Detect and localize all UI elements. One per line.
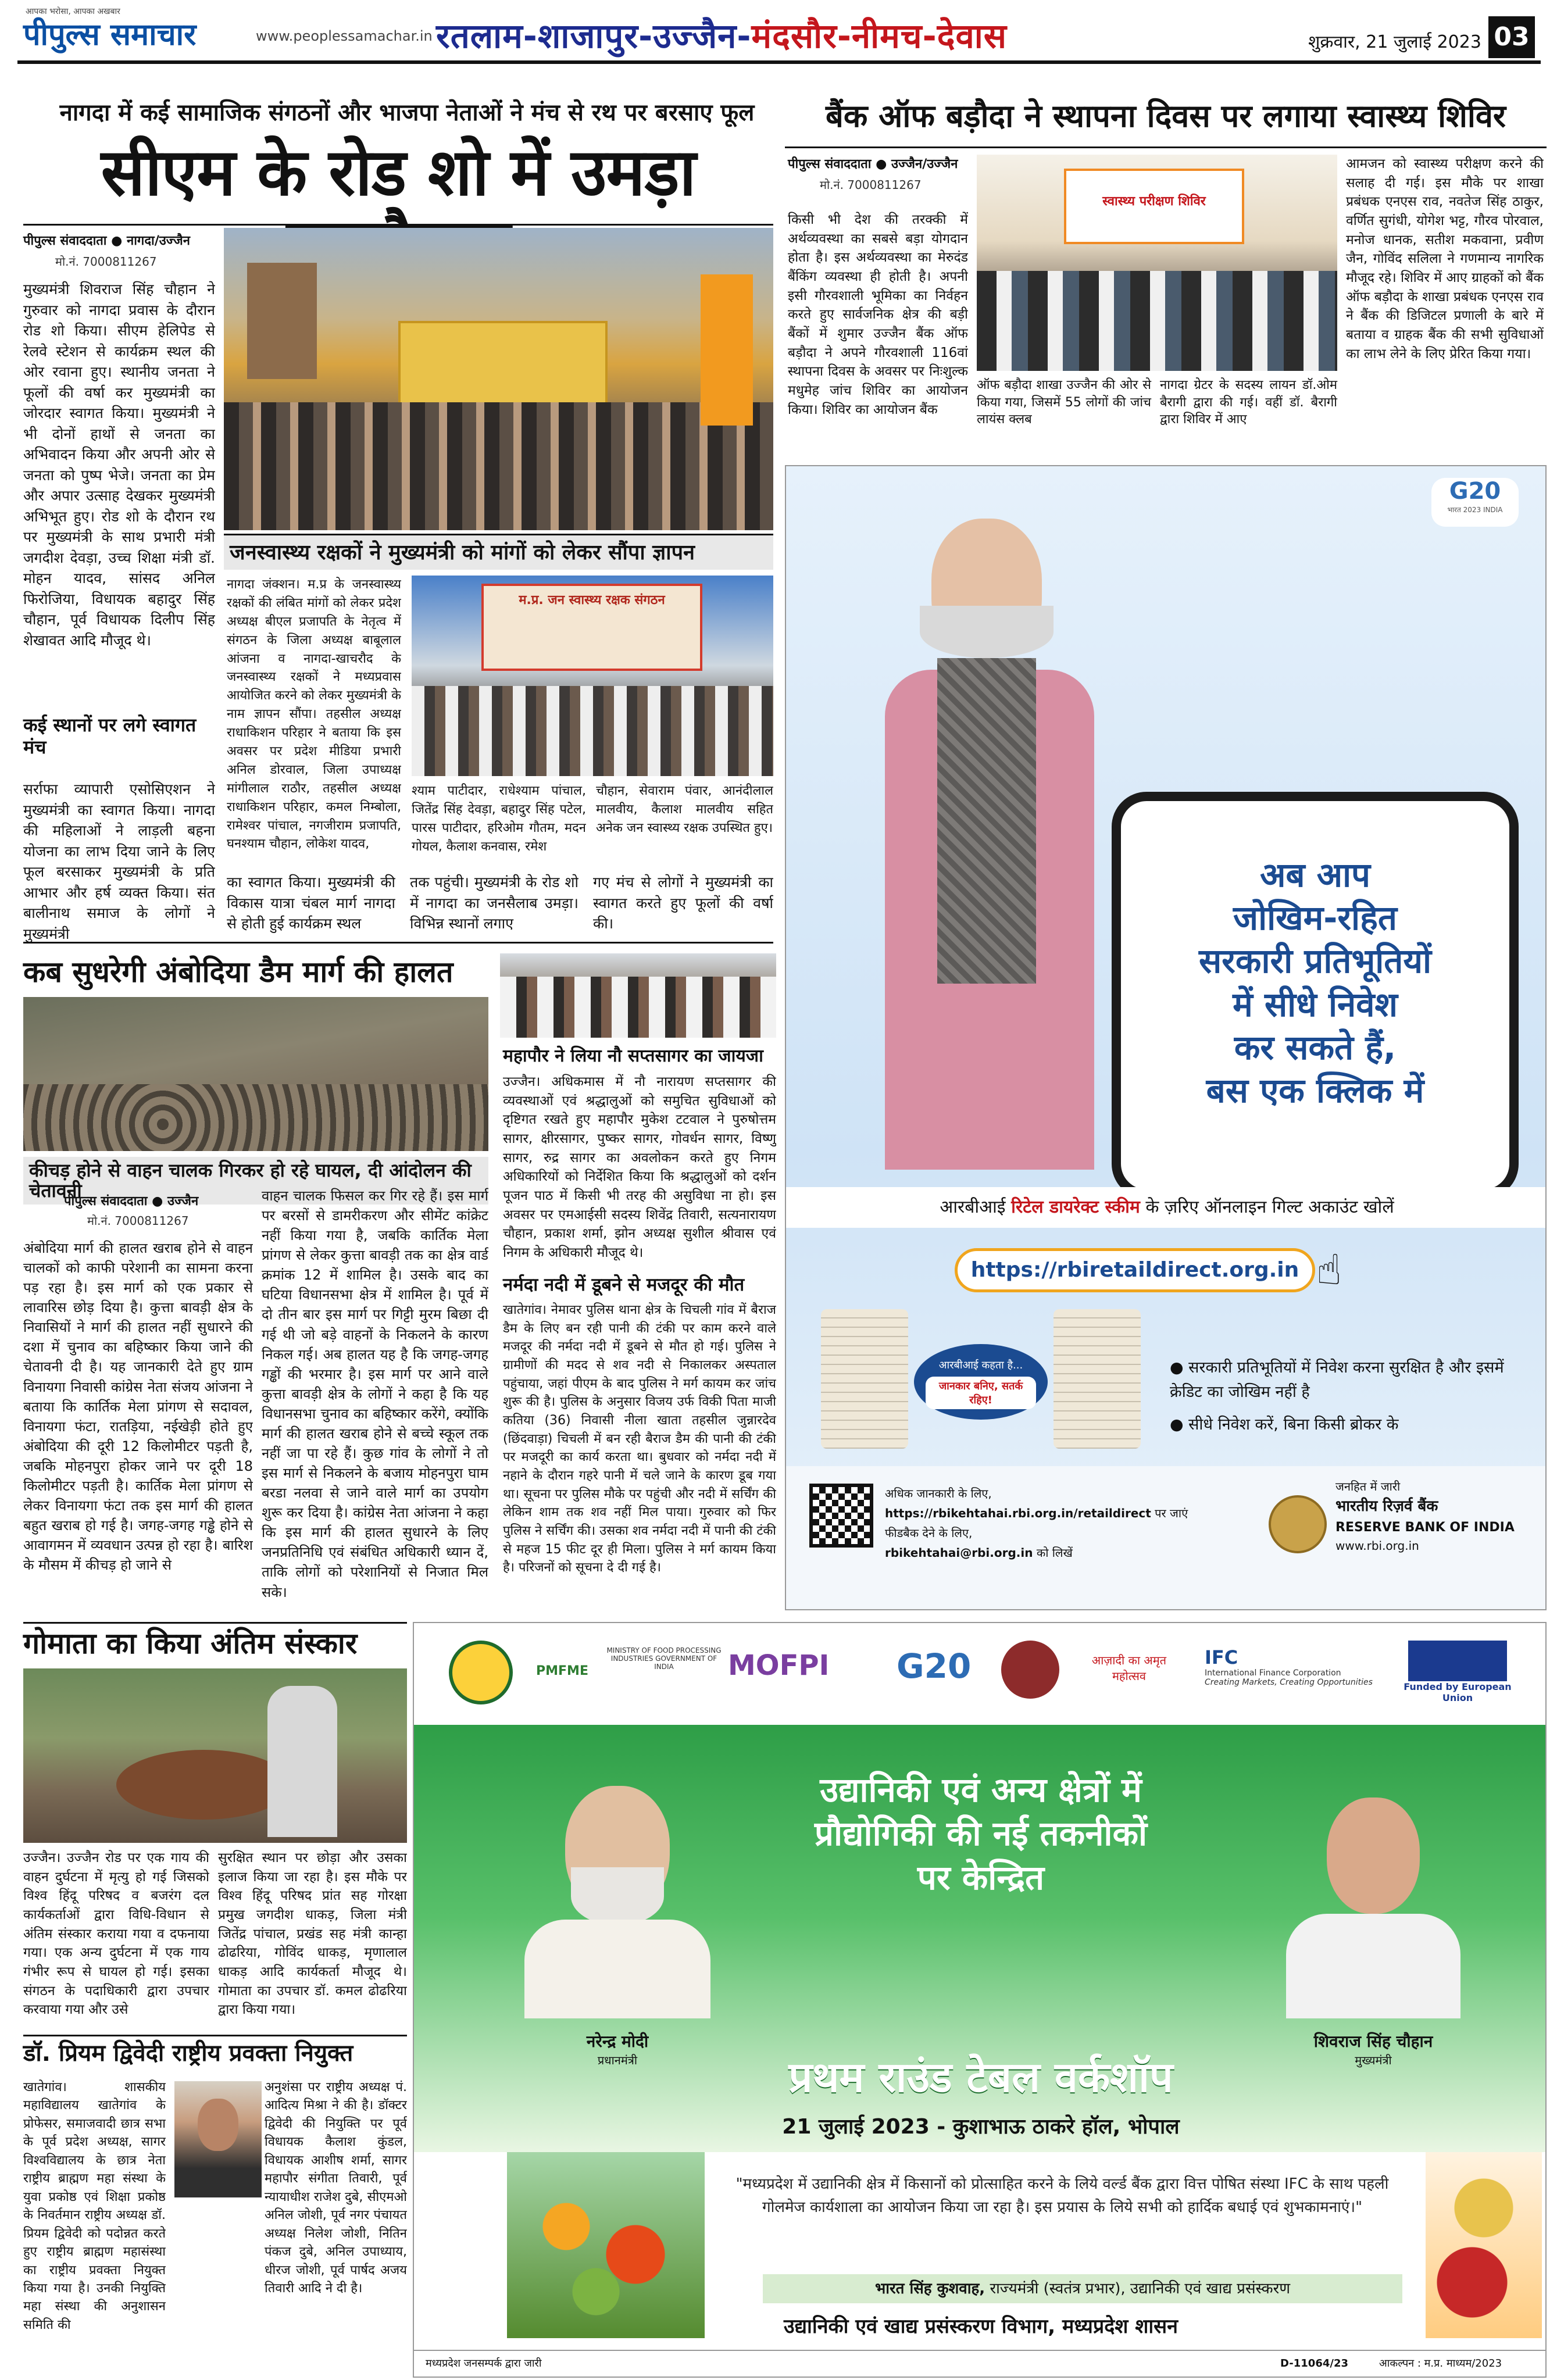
benefit-text: सीधे निवेश करें, बिना किसी ब्रोकर के (1188, 1415, 1399, 1434)
mp-horticulture-ad (413, 1622, 1547, 2378)
logo-text: पीपुल्स समाचार (23, 17, 197, 52)
rbi-retail-direct-ad (785, 465, 1547, 1610)
pm-name: नरेन्द्र मोदी (586, 2032, 649, 2051)
mofpi-logo: MOFPI (728, 1649, 830, 1682)
mayor-body: उज्जैन। अधिकमास में नौ नारायण सप्तसागर की व्यवस्थाओं एवं श्रद्धालुओं को समुचित सुविधाओं को दृष्टिगत रखते हुए महापौर मुकेश टटवाल ने पुरुषोत्तम सागर, क्षीरसागर, पुष्कर सागर, गोवर्धन सागर, विष्णु सागर, रुद्र सागर का अवलोकन करते हुए निगम अधिकारियों को निर्देशित किया कि श्रद्धालुओं को दर्शन पूजन पाठ में किसी भी तरह की असुविधा ना हो। इस अवसर पर एमआईसी सदस्य शिवेंद्र तिवारी, सत्यनारायण चौहान, प्रकाश शर्मा, झोन अध्यक्ष सुशील श्रीवास एवं निगम के अधिकारी मौजूद थे। (503, 1074, 776, 1260)
pm-beard (571, 1867, 664, 1925)
ifc-logo (1205, 1646, 1402, 1687)
g20-logo: G20 (897, 1646, 972, 1686)
click-hand-icon: ☝ (1316, 1245, 1342, 1294)
priyam-portrait (174, 2081, 262, 2197)
narmada-body: खातेगांव। नेमावर पुलिस थाना क्षेत्र के चिचली गांव में बैराज डैम के लिए बन रही पानी की टंकी पर काम करने वाले मजदूर की नर्मदा नदी में डूबने से मौत हो गई। पुलिस ने ग्रामीणों की मदद से शव नदी से निकालकर अस्पताल पहुंचाया, जहां पीएम के बाद पुलिस ने मर्ग कायम कर जांच शुरू की है। पुलिस के अनुसार विजय उर्फ विकी पिता माजी कतिया (36) निवासी नीला खाता तहसील जुन्नारदेव (छिंदवाड़ा) चिचली में बन रही बैराज डैम की पानी की टंकी पर मजदूरी का कार्य करता था। बुधवार को नर्मदा नदी में नहाने के दौरान गहरे पानी में चले जाने के कारण डूब गया था। सूचना पर पुलिस मौके पर पहुंची और नदी में सर्चिंग की लेकिन शाम तक शव नहीं मिल पाया। गुरुवार को फिर पुलिस ने सर्चिंग की। उसका शव नर्मदा नदी में पानी की टंकी से महज 15 फीट दूर ही मिला। पुलिस ने मर्ग कायम किया है। परिजनों को सूचना दे दी गई है। (503, 1303, 776, 1575)
memo-body-3: चौहान, सेवाराम पंवार, आनंदीलाल मालवीय, कैलाश मालवीय सहित अनेक जन स्वास्थ्य रक्षक उपस्थित हुए। (596, 784, 773, 835)
cow-headline: गोमाता का किया अंतिम संस्कार (23, 1627, 358, 1660)
cities-red: मंदसौर-नीमच-देवास (751, 16, 1007, 56)
cm-portrait (1269, 1786, 1478, 2018)
g20-logo (1431, 478, 1519, 527)
benefit-item: ● सीधे निवेश करें, बिना किसी ब्रोकर के (1170, 1415, 1399, 1434)
memo-body-2: श्याम पाटीदार, राधेश्याम पांचाल, जितेंद्र सिंह देवड़ा, बहादुर सिंह पटेल, पारस पाटीदार, हरिओम गौतम, मदन गोयल, कैलाश कनवास, रमेश (412, 784, 586, 854)
azadi-logo: आज़ादी का अमृत महोत्सव (1091, 1653, 1167, 1683)
memo-headline: जनस्वास्थ्य रक्षकों ने मुख्यमंत्री को मांगों को लेकर सौंपा ज्ञापन (230, 541, 695, 564)
ad-line: जोखिम-रहित (1233, 898, 1397, 938)
bob-body-2: आमजन को स्वास्थ्य परीक्षण करने की सलाह दी गई। इस मौके पर शाखा प्रबंधक एनएस राव, नवतेज सिंह ठाकुर, वर्णित सुगंधी, योगेश भट्ट, गौरव पोरवाल, मनोज धानक, सतीश मकवाना, प्रवीण जैन, गोविंद सलिला ने गणमान्य नागरिक मौजूद रहे। शिविर में आए ग्राहकों को बैंक ऑफ बड़ौदा के शाखा प्रबंधक एनएस राव ने बैंक की डिजिटल प्रणाली के बारे में बताया व ग्राहक बैंक की सभी सुविधाओं का लाभ लेने के लिए प्रेरित किया गया। (1346, 156, 1544, 362)
minister-title: राज्यमंत्री (स्वतंत्र प्रभार), उद्यानिकी एवं खाद्य प्रसंस्करण (990, 2280, 1291, 2297)
lead-body-4: तक पहुंची। मुख्यमंत्री के रोड शो में नागदा का जनसैलाब उमड़ा। विभिन्न स्थानों लगाए (410, 874, 578, 932)
ad-headline-line: पर केन्द्रित (917, 1857, 1045, 1897)
mascot-right-icon (1054, 1309, 1141, 1449)
lead-body-3: का स्वागत किया। मुख्यमंत्री की विकास यात्रा चंबल मार्ग नागदा से होती हुई कार्यक्रम स्थल (227, 874, 395, 932)
mp-govt-emblem-icon (449, 1641, 513, 1704)
bob-headline: बैंक ऑफ बड़ौदा ने स्थापना दिवस पर लगाया स्वास्थ्य शिविर (826, 98, 1506, 134)
ad-line: अब आप (1260, 855, 1370, 895)
bubble-line-2: जानकार बनिए, सतर्क रहिए! (926, 1377, 1036, 1409)
minister-strip (763, 2274, 1402, 2303)
dam-body-2: वाहन चालक फिसल कर गिर रहे हैं। इस मार्ग पर बरसों से डामरीकरण और सीमेंट कांक्रेट नहीं किया गया है, जबकि कार्तिक मेला प्रांगण से लेकर कुत्ता बावड़ी तक का क्षेत्र वार्ड क्रमांक 12 में शामिल है। उसके बाद का घटिया विधानसभा क्षेत्र में शामिल है। पूर्व में दो तीन बार इस मार्ग पर गिट्टी मुरम बिछा दी गई थी जो बड़े वाहनों के निकलने के कारण निकल गई। अब हालत यह है कि जगह-जगह गड्ढों की भरमार है। इस मार्ग पर आने वाले कुत्ता बावड़ी क्षेत्र के लोगों ने कहा है कि यह विधानसभा चुनाव का बहिष्कार करेंगे, क्योंकि मार्ग की हालत खराब होने से बच्चे स्कूल तक नहीं जा पा रहे हैं। कुछ गांव के लोगों ने तो इस मार्ग से निकलने के बजाय मोहनपुरा घाम बरडा नलवा से जाने वाले मार्ग का उपयोग शुरू कर दिया है। कांग्रेस नेता आंजना ने कहा कि इस मार्ग की हालत सुधारने के लिए जनप्रतिनिधि एवं संबंधित अधिकारी ध्यान दें, ताकि लोगों को परेशानियों से निजात मिल सके। (262, 1188, 488, 1600)
lead-body: मुख्यमंत्री शिवराज सिंह चौहान ने गुरुवार को नागदा प्रवास के दौरान रोड शो किया। सीएम हेलिपेड से रेलवे स्टेशन से कार्यक्रम स्थल की ओर रवाना हुए। स्थानीय जनता ने फूलों की वर्षा कर मुख्यमंत्री का जोरदार स्वागत किया। मुख्यमंत्री ने भी दोनों हाथों से जनता का अभिवादन किया और अपनी ओर से जनता को पुष्प भेजे। जनता का प्रेम और अपार उत्साह देखकर मुख्यमंत्री अभिभूत हुए। रोड शो के दौरान रथ पर मुख्यमंत्री के साथ प्रभारी मंत्री जगदीश देवड़ा, उच्च शिक्षा मंत्री डॉ. मोहन यादव, सांसद अनिल फिरोजिया, विधायक बहादुर सिंह चौहान, पूर्व विधायक दिलीप सिंह शेखावत आदि मौजूद थे। (23, 281, 215, 649)
lead-kicker: नागदा में कई सामाजिक संगठनों और भाजपा नेताओं ने मंच से रथ पर बरसाए फूल (59, 99, 755, 126)
divider (23, 224, 773, 226)
eu-text: Funded by European Union (1404, 1681, 1512, 1703)
bob-body-1: किसी भी देश की तरक्की में अर्थव्यवस्था का सबसे बड़ा योगदान होता है। इस अर्थव्यवस्था का मेरुदंड बैंकिंग व्यवस्था ही होती है। अपनी इसी गौरवशाली भूमिका का निर्वहन करते हुए सार्वजनिक क्षेत्र की बड़ी बैंकों में शुमार उज्जैन बैंक ऑफ बड़ौदा ने अपने गौरवशाली 116वां स्थापना दिवस के अवसर पर निःशुल्क मधुमेह जांच शिविर का आयोजन किया। शिविर का आयोजन बैंक (788, 212, 968, 417)
pm-caption (501, 2030, 734, 2068)
info-link[interactable]: https://rbikehtahai.rbi.org.in/retaildirect (885, 1506, 1151, 1520)
bob-banner: स्वास्थ्य परीक्षण शिविर (1064, 169, 1244, 244)
priyam-headline: डॉ. प्रियम द्विवेदी राष्ट्रीय प्रवक्ता नियुक्त (23, 2040, 353, 2067)
portrait-face (198, 2099, 238, 2151)
divider (23, 2035, 407, 2036)
ifc-tagline: Creating Markets, Creating Opportunities (1205, 1678, 1373, 1687)
narmada-headline: नर्मदा नदी में डूबने से मजदूर की मौत (503, 1274, 745, 1295)
pm-title: प्रधानमंत्री (597, 2053, 638, 2067)
minister-name: भारत सिंह कुशवाह, (874, 2280, 985, 2297)
pmfme-logo: PMFME (536, 1664, 588, 1678)
pm-portrait (501, 1774, 734, 2018)
issuer-url[interactable]: www.rbi.org.in (1335, 1539, 1419, 1553)
lead-mobile: मो.नं. 7000811267 (55, 255, 157, 269)
divider (785, 146, 1547, 148)
lead-headline: सीएम के रोड शो में उमड़ा (101, 135, 696, 210)
eu-flag-icon (1408, 1641, 1507, 1681)
cm-face (1327, 1797, 1420, 1914)
ad-line: सरकारी प्रतिभूतियों (1198, 941, 1432, 981)
bubble-line-1: आरबीआई कहता है... (938, 1359, 1023, 1371)
ad-headline-line: प्रौद्योगिकी की नई तकनीकों (814, 1814, 1148, 1854)
cities-blue: रतलाम-शाजापुर-उज्जैन- (436, 16, 752, 56)
rath-vehicle (398, 321, 608, 414)
person-figure (267, 1686, 337, 1837)
sponsor-logos (414, 1623, 1547, 1725)
memo-banner: म.प्र. जन स्वास्थ्य रक्षक संगठन (481, 584, 702, 671)
retail-direct-url[interactable]: https://rbiretaildirect.org.in (955, 1248, 1315, 1292)
lead-byline: पीपुल्स संवाददाता ● नागदा/उज्जैन (23, 234, 190, 248)
ifc-full-name: International Finance Corporation (1205, 1668, 1341, 1678)
scheme-strip (786, 1187, 1547, 1228)
scheme-post: के ज़रिए ऑनलाइन गिल्ट अकाउंट खोलें (1145, 1197, 1394, 1217)
dam-body-1: अंबोदिया मार्ग की हालत खराब होने से वाहन चालकों को काफी परेशानी का सामना करना पड़ रहा है। इस मार्ग को एक प्रकार से लावारिस छोड़ दिया है। कुत्ता बावड़ी क्षेत्र के निवासियों ने मार्ग की हालत नहीं सुधारने की दशा में चुनाव का बहिष्कार किया जाने की चेतावनी दी है। यह जानकारी देते हुए ग्राम विनायगा निवासी कांग्रेस नेता संजय आंजना ने बताया कि कार्तिक मेला प्रांगण से सदावल, विनायगा फंटा, रातड़िया, नईखेड़ी होते हुए अंबोदिया की दूरी 12 किलोमीटर पड़ती है, जबकि मोहनपुरा होकर जाने पर दूरी 18 किलोमीटर पड़ती है। कार्तिक मेला प्रांगण से लेकर विनायगा फंटा तक इस मार्ग की हालत बहुत खराब हो गई है। जगह-जगह गड्ढे होने से आवागमन में व्यवधान उत्पन्न हो रहा है। बारिश के मौसम में कीचड़ हो जाने से (23, 1240, 253, 1574)
info-line: अधिक जानकारी के लिए, (885, 1486, 992, 1500)
qr-code-icon (809, 1484, 873, 1548)
bob-caption-2: नागदा ग्रेटर के सदस्य लायन डॉ.ओम बैरागी द्वारा की गई। वहीं डॉ. बैरागी द्वारा शिविर में आए (1160, 378, 1337, 427)
issuer-line: भारतीय रिज़र्व बैंक (1335, 1498, 1438, 1515)
dam-headline: कब सुधरेगी अंबोदिया डैम मार्ग की हालत (23, 955, 453, 989)
benefit-text: सरकारी प्रतिभूतियों में निवेश करना सुरक्षित है और इसमें क्रेडिट का जोखिम नहीं है (1170, 1359, 1504, 1401)
page-number: 03 (1488, 16, 1535, 58)
memo-crowd (412, 686, 773, 776)
memo-box-header (224, 534, 773, 570)
muddy-road (23, 1084, 488, 1151)
building (247, 263, 317, 379)
info-email[interactable]: rbikehtahai@rbi.org.in (885, 1546, 1033, 1560)
cow-photo (23, 1668, 407, 1843)
bob-mobile: मो.नं. 7000811267 (820, 178, 922, 192)
grey-scarf (937, 658, 1036, 984)
event-title: प्रथम राउंड टेबल वर्कशॉप (788, 2053, 1173, 2102)
mayor-photo (500, 953, 776, 1038)
rbi-emblem-icon (1269, 1495, 1327, 1553)
cm-title: मुख्यमंत्री (1355, 2053, 1392, 2067)
cow-body-1: उज्जैन। उज्जैन रोड पर एक गाय की वाहन दुर्घटना में मृत्यु हो गई जिसको विश्व हिंदू परिषद व बजरंग दल कार्यकर्ताओं द्वारा विधि-विधान से अंतिम संस्कार कराया गया व दफनाया गया। एक अन्य दुर्घटना में एक गाय गंभीर रूप से घायल हो गई। इसका संगठन के पदाधिकारी द्वारा उपचार करवाया गया और उसे (23, 1850, 209, 2018)
bob-byline: पीपुल्स संवाददाता ● उज्जैन/उज्जैन (788, 157, 958, 171)
issuer-block (1335, 1478, 1539, 1554)
dam-mobile: मो.नं. 7000811267 (87, 1214, 189, 1228)
mp-seal-icon (1001, 1641, 1059, 1699)
priyam-body-2: अनुशंसा पर राष्ट्रीय अध्यक्ष पं. आदित्य मिश्रा ने की है। डॉक्टर द्विवेदी की नियुक्ति पर पूर्व विधायक कैलाश कुंडल, विधायक आशीष शर्मा, सागर महापौर संगीता तिवारी, पूर्व न्यायाधीश राजेश दुबे, सीएमओ अनिल जोशी, पूर्व नगर पंचायत अध्यक्ष निलेश जोशी, नितिन पंकज दुबे, अनिल उपाध्याय, धीरज जोशी, पूर्व पार्षद अजय तिवारी आदि ने दी है। (265, 2080, 407, 2296)
contact-info (885, 1484, 1188, 1563)
benefit-item: ● सरकारी प्रतिभूतियों में निवेश करना सुरक्षित है और इसमें क्रेडिट का जोखिम नहीं है (1170, 1359, 1504, 1401)
mayor-group (500, 977, 776, 1038)
ad-footer (414, 2350, 1547, 2378)
bob-caption-1: ऑफ बड़ौदा शाखा उज्जैन की ओर से किया गया, जिसमें 55 लोगों की जांच लायंस क्लब (977, 378, 1151, 427)
footer-code: D-11064/23 (1280, 2357, 1348, 2370)
lead-subhead: कई स्थानों पर लगे स्वागत मंच (23, 714, 197, 759)
edition-cities (436, 12, 1007, 58)
dam-byline: पीपुल्स संवाददाता ● उज्जैन (64, 1194, 199, 1209)
dam-road-photo (23, 997, 488, 1151)
ad-line: बस एक क्लिक में (1206, 1071, 1424, 1111)
bob-camp-photo (977, 155, 1337, 371)
speech-bubble (914, 1344, 1048, 1420)
footer-issuer: मध्यप्रदेश जनसम्पर्क द्वारा जारी (426, 2357, 542, 2370)
road-show-photo (224, 228, 773, 530)
eu-logo (1391, 1641, 1524, 1703)
issuer-line: जनहित में जारी (1335, 1480, 1401, 1493)
footer-design: आकल्पन : म.प्र. माध्यम/2023 (1379, 2357, 1502, 2370)
ifc-name: IFC (1205, 1646, 1238, 1668)
pm-kurta (524, 1920, 710, 2018)
rbi-ad-footer (786, 1466, 1547, 1610)
info-line: को लिखें (1036, 1546, 1073, 1560)
lead-body-5: गए मंच से लोगों ने मुख्यमंत्री का स्वागत करते हुए फूलों की वर्षा की। (593, 874, 773, 932)
dam-caption: कीचड़ होने से वाहन चालक गिरकर हो रहे घायल, दी आंदोलन की चेतावनी (23, 1157, 488, 1205)
saffron-flag (701, 274, 753, 426)
ad-line: कर सकते हैं, (1234, 1027, 1397, 1067)
memo-body: नागदा जंक्शन। म.प्र के जनस्वास्थ्य रक्षकों की लंबित मांगों को लेकर प्रदेश अध्यक्ष बीएल प्रजापति के नेतृत्व में संगठन के जिला अध्यक्ष बाबूलाल आंजना व नागदा-खाचरौद के जनस्वास्थ्य रक्षकों ने मध्यप्रवास आयोजित करने को लेकर मुख्यमंत्री के नाम ज्ञापन सौंपा। तहसील अध्यक्ष राधाकिशन परिहार ने बताया कि इस अवसर पर प्रदेश मीडिया प्रभारी अनिल डोरवाल, जिला उपाध्यक्ष मांगीलाल राठौर, तहसील अध्यक्ष राधाकिशन परिहार, कमल निम्बोला, रामेश्वर पांचाल, नगजीराम प्रजापति, घनश्याम चौहान, लोकेश यादव, (227, 577, 401, 852)
priyam-body-1: खातेगांव। शासकीय महाविद्यालय खातेगांव के प्रोफेसर, समाजवादी छात्र सभा के पूर्व प्रदेश अध्यक्ष, सागर विश्वविद्यालय के छात्र नेता राष्ट्रीय ब्राह्मण महा संस्था के युवा प्रकोष्ठ एवं शिक्षा प्रकोष्ठ के निवर्तमान राष्ट्रीय अध्यक्ष डॉ. प्रियम द्विवेदी को पदोन्नत करते हुए राष्ट्रीय ब्राह्मण महासंस्था का राष्ट्रीय प्रवक्ता नियुक्त किया गया है। उनकी नियुक्ति महा संस्था की अनुशासन समिति की (23, 2080, 166, 2332)
ad-headline-line: उद्यानिकी एवं अन्य क्षेत्रों में (820, 1770, 1142, 1810)
cm-name: शिवराज सिंह चौहान (1313, 2032, 1433, 2051)
divider (23, 942, 773, 944)
logo-tagline: आपका भरोसा, आपका अखबार (26, 7, 120, 16)
event-date-venue: 21 जुलाई 2023 - कुशाभाऊ ठाकरे हॉल, भोपाल (782, 2115, 1180, 2139)
scheme-pre: आरबीआई (940, 1197, 1006, 1217)
ad-message (1121, 853, 1509, 1112)
website-link[interactable]: www.peoplessamachar.in (256, 28, 433, 44)
cm-kurta (1286, 1914, 1460, 2018)
beard (920, 606, 1054, 658)
memo-photo (412, 576, 773, 776)
mascot-left-icon (821, 1309, 908, 1449)
benefits-list (1170, 1356, 1530, 1437)
phone-mockup (1112, 792, 1519, 1199)
lead-body-2: सर्राफा व्यापारी एसोसिएशन ने मुख्यमंत्री का स्वागत किया। नागदा की महिलाओं ने लाड़ली बहना योजना का लाभ दिया जाने के लिए फूल बरसाकर मुख्यमंत्री के प्रति आभार और हर्ष व्यक्त किया। संत बालीनाथ समाज के लोगों ने मुख्यमंत्री (23, 781, 215, 942)
bob-people (977, 271, 1337, 371)
issuer-line: RESERVE BANK OF INDIA (1335, 1520, 1515, 1535)
issue-date: शुक्रवार, 21 जुलाई 2023 (1308, 32, 1481, 52)
cow-body (116, 1750, 291, 1820)
g20-tagline: भारत 2023 INDIA (1447, 506, 1503, 514)
minister-quote: "मध्यप्रदेश में उद्यानिकी क्षेत्र में किसानों को प्रोत्साहित करने के लिये वर्ल्ड बैंक द्वारा वित्त पोषित संस्था IFC के साथ पहली गोलमेज कार्यशाला का आयोजन किया जा रहा है। इस प्रयास के लिये सभी को हार्दिक बधाई एवं शुभकामनाएं।" (735, 2175, 1389, 2217)
ad-line: में सीधे निवेश (1233, 984, 1398, 1024)
g20-text: G20 (1449, 478, 1501, 505)
ministry-logo: MINISTRY OF FOOD PROCESSING INDUSTRIES GOVERNMENT OF INDIA (606, 1646, 722, 1671)
newspaper-logo (23, 7, 197, 54)
celebrity-figure (873, 519, 1094, 1170)
scheme-name: रिटेल डायरेक्ट स्कीम (1011, 1197, 1140, 1217)
cow-body-2: सुरक्षित स्थान पर छोड़ा और उसका इलाज किया जा रहा है। इस मौके पर विश्व हिंदू परिषद प्रांत सह गोरक्षा प्रमुख जगदीश धाकड़, जिला मंत्री जितेंद्र पांचाल, प्रखंड सह मंत्री कान्हा ढोढरिया, गोविंद धाकड़, मृणालाल धाकड़ आदि कार्यकर्ता मौजूद थे। गोमाता का उपचार डॉ. कमल ढोढरिया द्वारा किया गया। (218, 1850, 407, 2018)
info-line: फीडबैक देने के लिए, (885, 1526, 973, 1540)
mayor-headline: महापौर ने लिया नौ सप्तसागर का जायजा (503, 1046, 763, 1066)
cm-caption (1269, 2030, 1478, 2068)
info-line: पर जाएं (1155, 1506, 1188, 1520)
department-name: उद्यानिकी एवं खाद्य प्रसंस्करण विभाग, मध्यप्रदेश शासन (784, 2315, 1178, 2338)
ad-headline (728, 1768, 1234, 1900)
crowd (224, 402, 773, 530)
divider (23, 1622, 407, 1624)
